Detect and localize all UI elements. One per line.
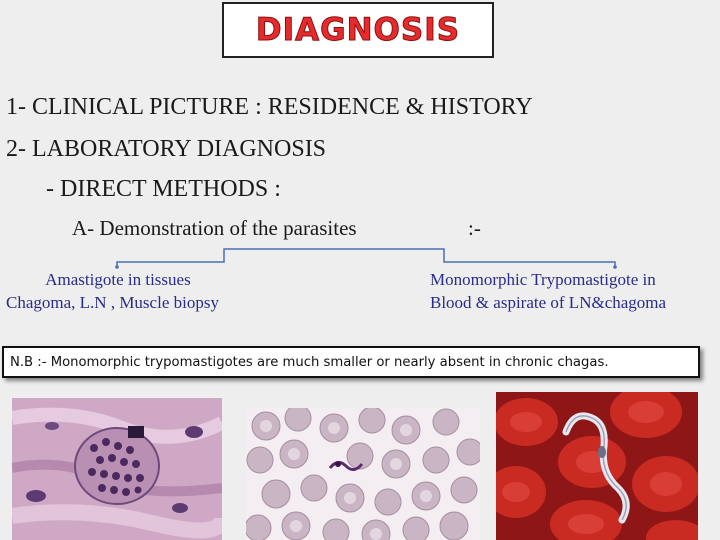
item-clinical-picture: 1- CLINICAL PICTURE : RESIDENCE & HISTORY xyxy=(6,94,533,120)
left-branch-line2: Chagoma, L.N , Muscle biopsy xyxy=(6,293,219,312)
item-direct-methods: - DIRECT METHODS : xyxy=(46,176,281,202)
slide-title: DIAGNOSIS xyxy=(255,12,461,48)
item-demonstration-suffix: :- xyxy=(468,216,481,240)
right-branch-line2: Blood & aspirate of LN&chagoma xyxy=(430,293,667,312)
note-text: N.B :- Monomorphic trypomastigotes are much smaller or nearly absent in chronic chagas. xyxy=(10,354,609,370)
left-branch-line1: Amastigote in tissues xyxy=(45,270,191,289)
note-box xyxy=(2,346,700,378)
item-laboratory-diagnosis: 2- LABORATORY DIAGNOSIS xyxy=(6,136,327,162)
amastigote-tissue-micrograph xyxy=(12,398,222,540)
item-demonstration: A- Demonstration of the parasites xyxy=(72,216,357,240)
blood-smear-micrograph xyxy=(246,408,480,540)
trypomastigote-red-cells-micrograph xyxy=(496,392,698,540)
right-branch-line1: Monomorphic Trypomastigote in xyxy=(430,270,656,289)
